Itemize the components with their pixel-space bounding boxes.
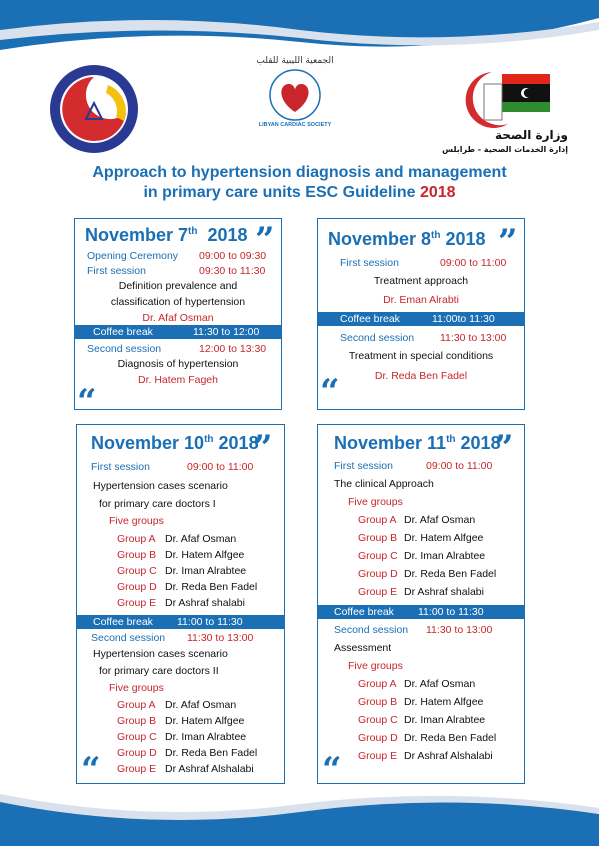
group-label: Group C [358,550,398,562]
session-topic: Diagnosis of hypertension [117,358,239,370]
session-time: 09:30 to 11:30 [199,265,266,277]
day-heading: November 7th 2018 [85,225,248,245]
opening-label: Opening Ceremony [87,250,179,262]
group-doctor: Dr Ashraf shalabi [165,597,245,609]
group-doctor: Dr. Hatem Alfgee [404,696,484,708]
session-topic: Treatment approach [373,275,469,287]
group-doctor: Dr. Iman Alrabtee [165,565,247,577]
open-quote-icon: “ [322,750,342,790]
ministry-subtitle: إدارة الخدمات الصحية - طرابلس [442,145,568,154]
session-time: 12:00 to 13:30 [199,343,267,355]
close-quote-icon: ” [253,428,273,468]
group-doctor: Dr. Iman Alrabtee [404,550,486,562]
day-card-nov-8 [317,218,525,410]
title-line-2: in primary care units ESC Guideline 2018 [143,184,456,201]
day-card-nov-10 [76,424,285,790]
session-time: 11:30 to 13:00 [440,332,507,344]
five-groups-label: Five groups [109,515,164,527]
close-quote-icon: ” [494,428,514,468]
session-label: First session [334,460,393,472]
group-label: Group A [358,514,397,526]
session-time: 09:00 to 11:00 [440,257,507,269]
session-label: Second session [91,632,166,644]
group-doctor: Dr. Iman Alrabtee [404,714,486,726]
speaker-name: Dr. Eman Alrabti [383,294,459,306]
ministry-emblem-icon [462,66,552,130]
five-groups-label: Five groups [109,682,164,694]
group-doctor: Dr. Afaf Osman [404,678,476,690]
coffee-break-bar: Coffee break 11:00 to 11:30 [318,605,524,619]
group-doctor: Dr Ashraf Alshalabi [165,763,254,775]
session-topic: for primary care doctors II [99,665,219,677]
open-quote-icon: “ [320,372,340,412]
society-arabic-name: الجمعية الليبية للقلب [256,56,334,66]
session-label: First session [87,265,146,277]
group-label: Group D [117,747,157,759]
group-label: Group D [358,732,398,744]
group-label: Group E [117,597,157,609]
session-topic: Hypertension cases scenario [93,648,228,660]
day-card-nov-7 [74,218,282,422]
session-topic: The clinical Approach [334,478,434,490]
open-quote-icon: “ [77,382,97,422]
group-doctor: Dr. Iman Alrabtee [165,731,247,743]
speaker-name: Dr. Afaf Osman [142,312,214,324]
group-label: Group E [358,750,398,762]
speaker-name: Dr. Reda Ben Fadel [374,370,468,382]
day-heading: November 8th 2018 [328,229,486,249]
group-doctor: Dr. Reda Ben Fadel [165,581,258,593]
group-doctor: Dr. Afaf Osman [165,533,237,545]
speaker-name: Dr. Hatem Fageh [138,374,218,386]
group-label: Group E [117,763,157,775]
society-seal-icon [48,63,140,155]
day-heading: November 11th 2018 [334,433,501,453]
group-doctor: Dr. Hatem Alfgee [165,715,245,727]
society-english-name: LIBYAN CARDIAC SOCIETY [258,122,332,128]
group-doctor: Dr. Hatem Alfgee [404,532,484,544]
libyan-cardiac-society-logo [255,56,335,122]
top-wave-decoration [0,0,599,60]
title-line-1: Approach to hypertension diagnosis and management [92,164,507,181]
session-topic: Hypertension cases scenario [93,480,228,492]
group-doctor: Dr. Afaf Osman [404,514,476,526]
session-topic: Definition prevalence and [118,280,238,292]
group-label: Group D [358,568,398,580]
group-label: Group A [117,533,156,545]
ministry-title: وزارة الصحة [494,128,568,142]
group-doctor: Dr Ashraf shalabi [404,586,484,598]
group-label: Group C [358,714,398,726]
group-doctor: Dr. Reda Ben Fadel [404,568,497,580]
session-label: Second session [87,343,162,355]
group-label: Group E [358,586,398,598]
session-label: Second session [340,332,415,344]
session-time: 11:30 to 13:00 [426,624,493,636]
coffee-break-bar: Coffee break 11:00 to 11:30 [77,615,284,629]
group-label: Group C [117,731,157,743]
group-doctor: Dr. Reda Ben Fadel [404,732,497,744]
group-label: Group B [117,549,157,561]
five-groups-label: Five groups [348,496,403,508]
session-time: 11:30 to 13:00 [187,632,254,644]
close-quote-icon: ” [498,222,518,262]
group-doctor: Dr Ashraf Alshalabi [404,750,493,762]
group-label: Group A [117,699,156,711]
session-topic: Assessment [334,642,392,654]
group-label: Group D [117,581,157,593]
session-time: 09:00 to 11:00 [426,460,493,472]
group-label: Group B [117,715,157,727]
opening-time: 09:00 to 09:30 [199,250,267,262]
group-label: Group B [358,696,398,708]
five-groups-label: Five groups [348,660,403,672]
bottom-wave-decoration [0,790,599,846]
session-topic: classification of hypertension [110,296,246,308]
day-heading: November 10th 2018 [91,433,259,453]
event-title [0,163,599,203]
group-doctor: Dr. Afaf Osman [165,699,237,711]
group-label: Group B [358,532,398,544]
group-label: Group C [117,565,157,577]
session-label: First session [91,461,150,473]
session-time: 09:00 to 11:00 [187,461,254,473]
close-quote-icon: ” [255,220,275,260]
heart-icon [267,68,323,122]
coffee-break-bar: Coffee break 11:30 to 12:00 [75,325,281,339]
open-quote-icon: “ [81,750,101,790]
session-label: Second session [334,624,409,636]
session-topic: for primary care doctors I [99,498,216,510]
title-year: 2018 [419,184,456,201]
group-doctor: Dr. Reda Ben Fadel [165,747,258,759]
coffee-break-bar: Coffee break 11:00to 11:30 [318,312,524,326]
group-label: Group A [358,678,397,690]
session-topic: Treatment in special conditions [348,350,494,362]
session-label: First session [340,257,399,269]
day-card-nov-11 [317,424,525,790]
group-doctor: Dr. Hatem Alfgee [165,549,245,561]
